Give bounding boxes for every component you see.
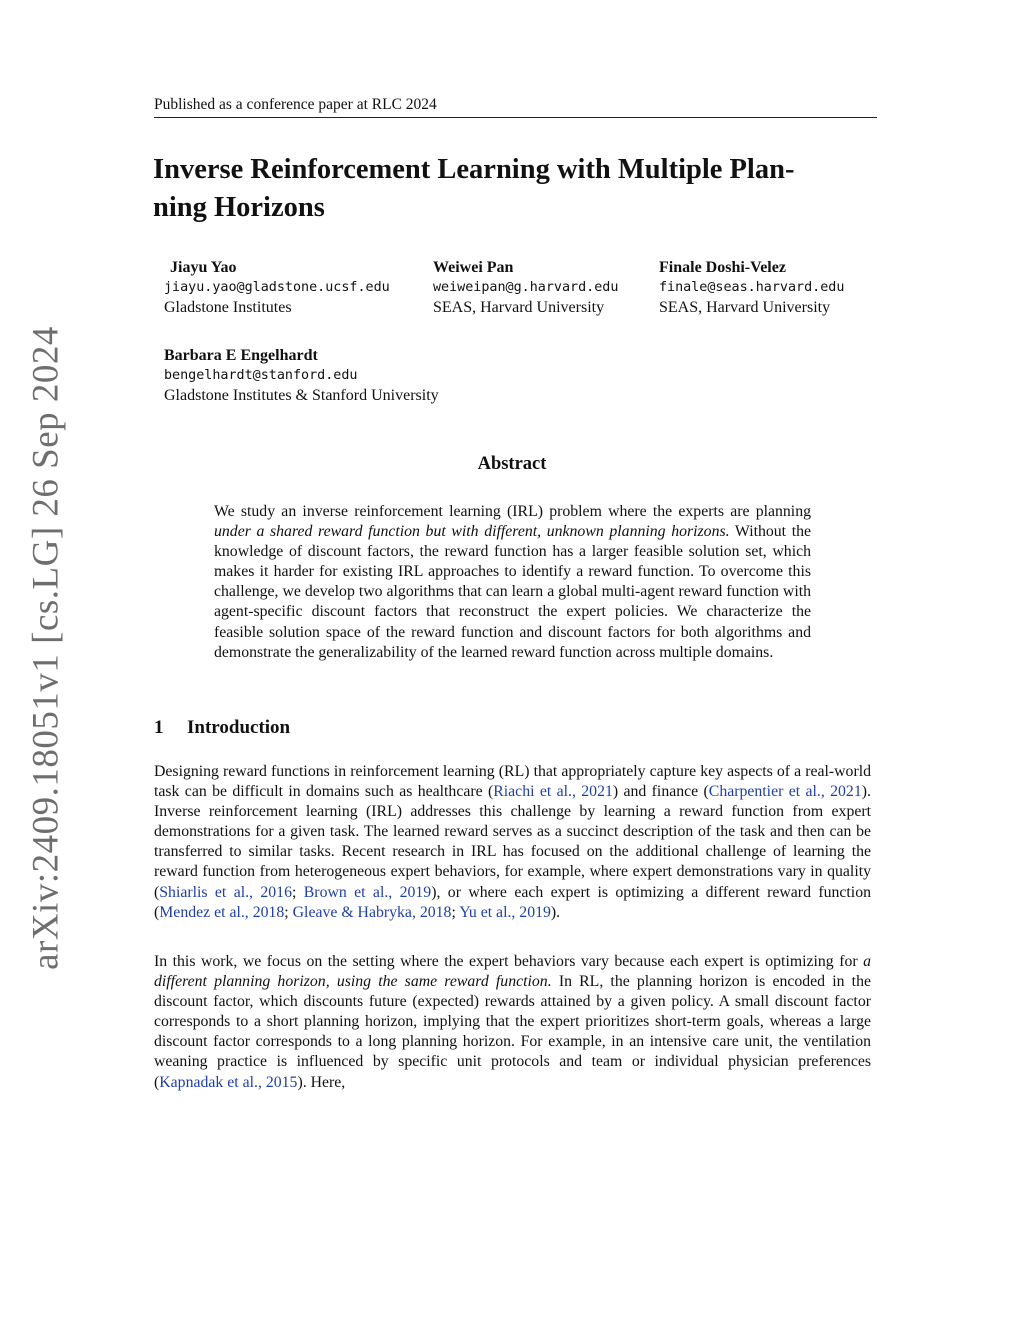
author-email[interactable]: bengelhardt@stanford.edu — [164, 368, 358, 383]
abstract-text: We study an inverse reinforcement learning (IRL) problem where the experts are planning — [214, 503, 811, 520]
paragraph-text: In RL, the planning horizon is encoded in the discount factor, which discounts future (expected) rewards attained by a given policy. A small discount factor corresponds to a short planning horizon, implying that the expert prioritizes short-term goals, whereas a large discount factor corresponds to a long planning horizon. For example, in an intensive care unit, the ventilation weaning practice is influenced by specific unit protocols and team or individual physician preferences ( — [154, 973, 871, 1091]
author-affiliation: SEAS, Harvard University — [659, 299, 831, 316]
author-block — [164, 346, 439, 406]
paragraph-text: ; — [284, 903, 293, 921]
citation-link[interactable]: Kapnadak et al., 2015 — [159, 1073, 298, 1091]
paragraph-text: Designing reward functions in reinforcement learning (RL) that appropriately capture key aspects of a real-world task can be difficult in domains such as healthcare ( — [154, 763, 871, 801]
citation-link[interactable]: Riachi et al., 2021 — [493, 783, 613, 801]
paragraph-text: ; — [291, 883, 304, 901]
author-block — [659, 258, 844, 318]
title-line-2: ning Horizons — [153, 192, 325, 223]
intro-paragraph-1 — [154, 762, 871, 923]
abstract-emphasis: under a shared reward function but with different, unknown planning horizons. — [214, 523, 730, 541]
author-affiliation: Gladstone Institutes — [164, 299, 292, 316]
author-affiliation: SEAS, Harvard University — [433, 299, 605, 316]
paragraph-text: ; — [451, 903, 460, 921]
paragraph-text: ). Inverse reinforcement learning (IRL) addresses this challenge by learning a reward function from expert demonstrations for a given task. The learned reward serves as a succinct description of the task and then can be transferred to similar tasks. Recent research in IRL has focused on the additional challenge of learning the reward function from heterogeneous expert behaviors, for example, where expert demonstrations vary in quality ( — [154, 783, 871, 901]
paragraph-text: In this work, we focus on the setting where the expert behaviors vary because each expert is optimizing for — [154, 953, 864, 970]
abstract-heading: Abstract — [477, 454, 547, 474]
section-heading-introduction — [154, 717, 290, 739]
author-block — [433, 258, 618, 318]
author-email[interactable]: weiweipan@g.harvard.edu — [433, 280, 619, 295]
abstract-body — [214, 502, 811, 663]
running-header: Published as a conference paper at RLC 2024 — [154, 96, 877, 118]
intro-paragraph-2 — [154, 952, 871, 1093]
title-line-1: Inverse Reinforcement Learning with Multiple Plan- — [153, 154, 795, 185]
author-email[interactable]: jiayu.yao@gladstone.ucsf.edu — [164, 280, 390, 295]
paragraph-text: ) and finance ( — [612, 783, 709, 801]
abstract-text: Without the knowledge of discount factors, the reward function has a larger feasible solution set, which makes it harder for existing IRL approaches to identify a reward function. To overcome this challenge, we develop two algorithms that can learn a global multi-agent reward function with agent-specific discount factors that reconstruct the expert policies. We characterize the feasible solution space of the reward function and discount factors for both algorithms and demonstrate the generalizability of the learned reward function across multiple domains. — [214, 523, 811, 661]
paragraph-text: ), or where each expert is optimizing a different reward function ( — [154, 883, 871, 921]
paragraph-text: ). — [550, 903, 561, 921]
author-name: Weiwei Pan — [433, 259, 514, 276]
author-name: Barbara E Engelhardt — [164, 347, 318, 364]
paragraph-emphasis: a different planning horizon, using the same reward function. — [154, 953, 871, 991]
arxiv-identifier-stamp: arXiv:2409.18051v1 [cs.LG] 26 Sep 2024 — [25, 326, 67, 970]
section-title: Introduction — [187, 717, 291, 738]
paragraph-text: ). Here, — [297, 1073, 346, 1091]
author-affiliation: Gladstone Institutes & Stanford University — [164, 387, 439, 404]
author-name: Finale Doshi-Velez — [659, 259, 786, 276]
citation-link[interactable]: Gleave & Habryka, 2018 — [292, 903, 452, 921]
citation-link[interactable]: Shiarlis et al., 2016 — [159, 883, 292, 901]
paper-title — [153, 151, 881, 227]
author-email[interactable]: finale@seas.harvard.edu — [659, 280, 845, 295]
citation-link[interactable]: Yu et al., 2019 — [459, 903, 551, 921]
author-name: Jiayu Yao — [170, 259, 237, 276]
section-number: 1 — [154, 717, 164, 738]
citation-link[interactable]: Charpentier et al., 2021 — [708, 783, 862, 801]
citation-link[interactable]: Mendez et al., 2018 — [159, 903, 285, 921]
citation-link[interactable]: Brown et al., 2019 — [303, 883, 432, 901]
author-block — [164, 258, 390, 318]
